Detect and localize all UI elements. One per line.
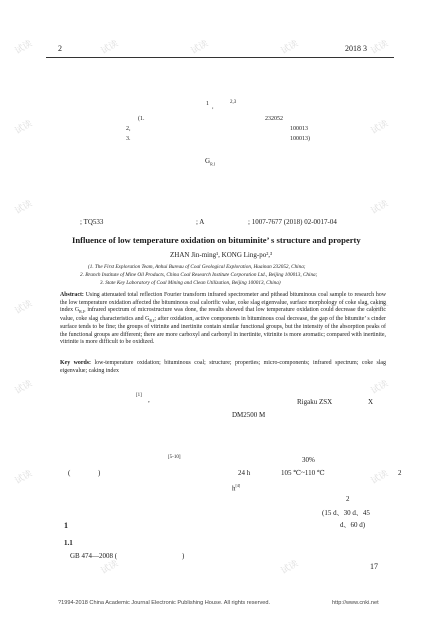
section-number: 1 — [64, 521, 68, 530]
abstract-text: temperature oxidation could decrease the calorific value, coke slag characteristics and G — [60, 307, 386, 322]
page-number: 2 — [58, 44, 62, 53]
sampling-days: d、60 d) — [340, 521, 366, 529]
document-code: ; A — [196, 218, 205, 226]
body-fragment: ) — [98, 469, 101, 477]
watermark: 试读 — [369, 378, 391, 397]
watermark: 试读 — [279, 558, 301, 577]
abstract-text: , infrared spectrum of microstructure was done, the results showed that low — [84, 307, 265, 313]
watermark: 试读 — [13, 118, 35, 137]
header-rule — [46, 57, 394, 58]
cnki-link[interactable]: http://www.cnki.net — [332, 600, 379, 606]
body-fragment: ( — [68, 469, 71, 477]
english-affiliation: 2. Branch Institute of Mine Oil Products, China Coal Research Institute Corporation Ltd., Beijing 100013, China; — [80, 272, 318, 278]
keywords-text: low-temperature oxidation; bituminous coal; structure; properties; micro-components; infrared spectrum; coke — [94, 360, 373, 366]
temperature-range: 105 ℃~110 ℃ — [281, 469, 325, 477]
watermark: 试读 — [99, 38, 121, 57]
citation: [1] — [136, 393, 142, 398]
abstract-text: research how the low temperature oxidation affected the bituminous coal calorific value, coke slag eigenvalue, surface — [60, 292, 386, 306]
watermark: 试读 — [13, 198, 35, 217]
affiliation-fragment: (1. — [138, 116, 145, 122]
abstract-text: similar functional groups, but the intensity of the absorption peaks of the functional groups are different; there are more carboxyl — [60, 324, 386, 338]
watermark: 试读 — [279, 38, 301, 57]
keywords — [60, 360, 386, 375]
body-fragment: X — [368, 398, 374, 406]
watermark: 试读 — [189, 38, 211, 57]
sampling-days: (15 d、30 d、45 — [322, 509, 370, 517]
percentage: 30% — [302, 456, 315, 464]
keywords-text: slag eigenvalue; caking index — [60, 360, 386, 374]
abstract-sub: R.I — [149, 317, 155, 323]
caking-index-symbol — [205, 157, 215, 166]
duration: 24 h — [238, 469, 251, 477]
watermark: 试读 — [369, 38, 391, 57]
subsection-number: 1.1 — [64, 539, 73, 547]
watermark: 试读 — [13, 298, 35, 317]
body-text: h — [232, 484, 236, 493]
author-mark: , — [212, 104, 214, 110]
journal-issue: 2018 3 — [345, 44, 367, 53]
clc-number: ; TQ533 — [80, 218, 104, 226]
english-authors: ZHAN Jin-ming¹, KONG Ling-po²,³ — [170, 251, 273, 259]
citation: [5-10] — [168, 455, 181, 460]
standard-reference: GB 474—2008 ( — [70, 552, 118, 560]
english-affiliation: 3. State Key Laboratory of Coal Mining and Clean Utilization, Beijing 100013, China) — [100, 280, 281, 286]
abstract-text: bituminous coal decrease, the gap of the bitumite’ s cinder surface tends to be fine; the groups of vitrinite and inertinite contain — [60, 315, 387, 331]
abstract-text: morphology of coke slag, caking index G — [60, 299, 386, 313]
body-fragment: ) — [182, 552, 185, 560]
watermark: 试读 — [99, 558, 121, 577]
abstract-label: Abstract: — [60, 292, 84, 298]
instrument-name: Rigaku ZSX — [297, 398, 333, 406]
article-number: ; 1007-7677 (2018) 02-0017-04 — [248, 218, 337, 226]
gk-sub: R.I — [210, 161, 216, 167]
gk-text: G — [205, 157, 211, 165]
watermark: 试读 — [369, 298, 391, 317]
watermark: 试读 — [13, 38, 35, 57]
english-title: Influence of low temperature oxidation on bituminite’ s structure and property — [72, 235, 361, 245]
affiliation-fragment: 100013) — [290, 136, 310, 142]
english-abstract: Abstract: Using attenuated total reflection Fourier transform infrared spectrometer and pithead bituminous coal sample to research how the low temperature oxidation affected the bituminous coal calorific value, coke slag eigenvalue, surface morphology of coke slag, caking index $G_{R.I}$, infrared spectrum of microstructure was done, the results showed that low temperature oxidation could decrease the calorific value, coke slag characteristics and $G_{R.I}$; after oxidation, active components in bituminous coal decrease, the gap of the bitumite’ s cinder surface tends to be fine; the groups of vitrinite and inertinite contain similar functional groups, but the intensity of the absorption peaks of the functional groups are different; there are more carboxyl and carbonyl in inertinite, vitrinite is more aromatic; compared with inertinite, vitrinite is more difficult to be oxidized. — [60, 292, 387, 346]
affiliation-fragment: 232052 — [265, 116, 283, 122]
watermark: 试读 — [369, 198, 391, 217]
keywords-label: Key words: — [60, 360, 91, 366]
watermark: 试读 — [369, 118, 391, 137]
author-mark: 2,3 — [230, 100, 237, 105]
body-fragment: , — [148, 396, 150, 404]
watermark: 试读 — [369, 468, 391, 487]
watermark: 试读 — [13, 468, 35, 487]
citation: [4] — [235, 483, 241, 488]
body-fragment — [232, 483, 240, 492]
body-fragment: 2 — [398, 469, 402, 477]
abstract-text: Using attenuated total reflection Fourier transform infrared spectrometer and pithead bituminous coal sample to — [85, 292, 353, 298]
author-mark: 1 — [206, 101, 209, 107]
affiliation-fragment: 100013 — [290, 126, 308, 132]
page-number-bottom: 17 — [370, 562, 378, 571]
affiliation-fragment: 2, — [126, 126, 131, 132]
abstract-text: and carbonyl in inertinite, vitrinite is more aromatic; compared with inertinite, vitrinite is more difficult to be oxidized. — [60, 331, 386, 346]
watermark: 试读 — [13, 378, 35, 397]
copyright-footer: ?1994-2018 China Academic Journal Electronic Publishing House. All rights reserved. — [58, 600, 271, 606]
body-fragment: 2 — [346, 495, 350, 503]
instrument-name: DM2500 M — [232, 411, 266, 419]
abstract-sub: R.I — [79, 309, 85, 315]
english-affiliation: (1. The First Exploration Team, Anhui Bureau of Coal Geological Exploration, Huainan 232052, China; — [88, 264, 306, 270]
affiliation-fragment: 3. — [126, 136, 131, 142]
abstract-text: after oxidation, active components in — [157, 315, 246, 322]
